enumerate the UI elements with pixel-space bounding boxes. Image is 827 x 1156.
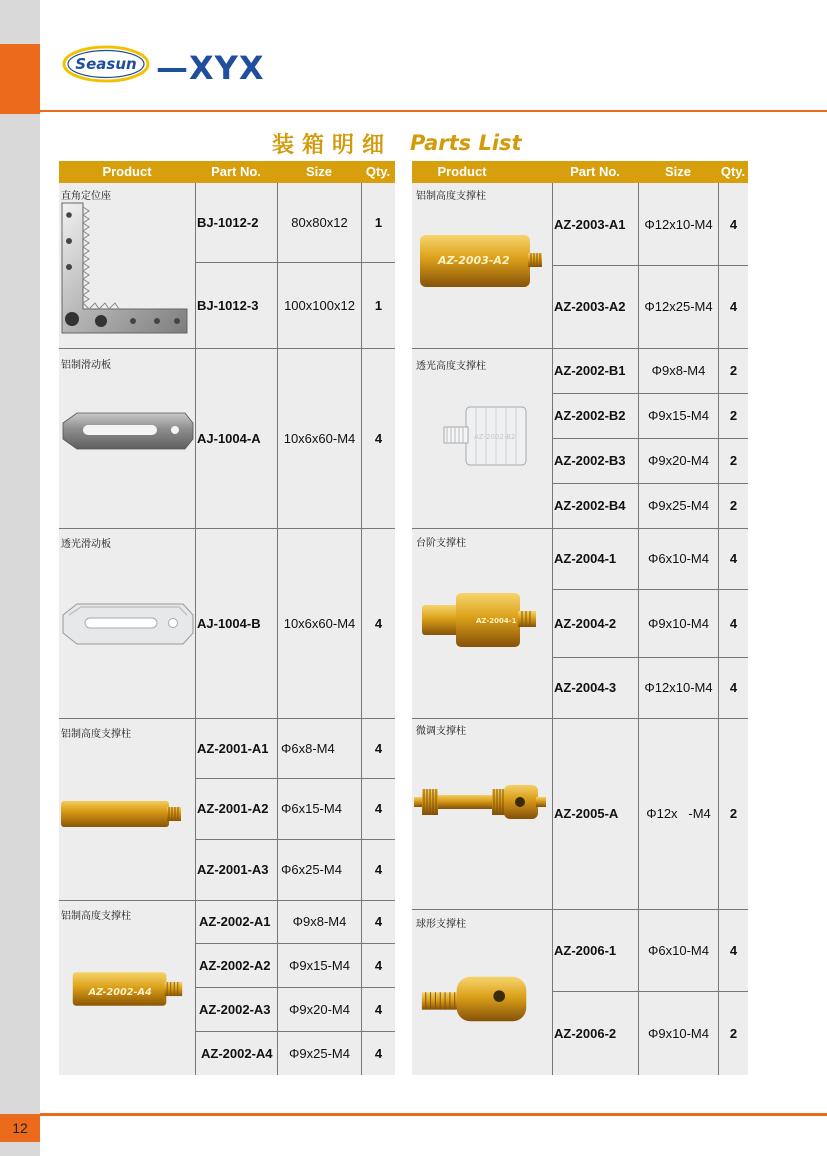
part-size: Φ6x25-M4: [281, 862, 342, 877]
part-qty: 4: [374, 740, 383, 756]
engraved-label: AZ-2004-1: [476, 617, 517, 625]
part-number: AZ-2002-B3: [554, 453, 626, 468]
part-qty: 4: [374, 1045, 383, 1061]
engraved-label: AZ-2002-B2: [474, 433, 516, 441]
part-number: AZ-2002-A3: [199, 1001, 271, 1017]
part-qty: 1: [374, 297, 383, 313]
left-margin-bar: [0, 0, 40, 1156]
col-part-no: Part No.: [570, 164, 620, 179]
part-size: Φ9x20-M4: [648, 453, 709, 468]
part-size: Φ9x8-M4: [651, 363, 706, 378]
product-name: 透光滑动板: [61, 539, 111, 550]
part-size: Φ9x25-M4: [648, 498, 709, 513]
part-qty: 4: [729, 680, 738, 695]
part-number: AZ-2002-B2: [554, 408, 626, 423]
transparent-support-column-image: [424, 401, 534, 471]
part-number: AZ-2001-A3: [197, 862, 269, 877]
part-number: AZ-2001-A2: [197, 801, 269, 816]
col-qty: Qty.: [365, 164, 391, 179]
part-qty: 4: [729, 615, 738, 631]
part-number: AZ-2002-A2: [199, 957, 271, 973]
column-divider: [195, 183, 196, 1075]
seasun-logo: [62, 44, 150, 84]
part-number: BJ-1012-2: [197, 215, 259, 230]
part-size: Φ9x8-M4: [292, 914, 347, 929]
aluminum-support-column-small-image: [59, 793, 195, 833]
part-qty: 4: [729, 942, 738, 958]
part-size: Φ12x10-M4: [644, 216, 713, 232]
part-qty: 4: [374, 914, 383, 929]
fine-adjust-support-column-image: [412, 781, 548, 825]
part-size: Φ9x10-M4: [648, 615, 709, 631]
title-chinese: 装箱明细: [272, 132, 393, 158]
header-accent-block: [0, 44, 40, 114]
right-angle-bracket-image: [59, 201, 195, 341]
parts-table-right: [412, 161, 748, 1075]
part-qty: 4: [374, 801, 383, 816]
part-number: AZ-2002-B4: [554, 498, 626, 513]
part-size: Φ6x8-M4: [281, 740, 335, 756]
part-qty: 4: [374, 430, 383, 446]
page-number: 12: [0, 1114, 40, 1142]
product-name: 铝制高度支撑柱: [61, 729, 131, 740]
part-number: AZ-2002-A4: [201, 1045, 273, 1061]
product-name: 直角定位座: [61, 191, 111, 202]
part-qty: 4: [374, 615, 383, 631]
part-qty: 2: [729, 408, 738, 423]
part-size: Φ6x10-M4: [648, 551, 709, 566]
part-qty: 4: [729, 216, 738, 232]
part-number: AZ-2005-A: [554, 806, 619, 821]
product-name: 铝制高度支撑柱: [416, 191, 486, 202]
part-number: AZ-2004-2: [554, 615, 617, 631]
transparent-sliding-plate-image: [59, 601, 195, 647]
part-number: AZ-2002-B1: [554, 363, 626, 378]
col-size: Size: [305, 164, 332, 179]
title-english: Parts List: [410, 131, 522, 155]
column-divider: [552, 183, 553, 1075]
header-rule: [40, 110, 827, 112]
part-number: AZ-2001-A1: [197, 740, 269, 756]
table-header: [412, 161, 748, 183]
product-name: 铝制滑动板: [61, 360, 111, 371]
product-name: 球形支撑柱: [416, 919, 466, 930]
part-number: AZ-2006-1: [554, 942, 617, 958]
aluminum-support-column-image: [71, 966, 191, 1012]
part-size: Φ9x15-M4: [648, 408, 709, 423]
part-size: Φ12x -M4: [646, 806, 711, 821]
part-qty: 2: [729, 498, 738, 513]
aluminum-sliding-plate-image: [59, 411, 195, 451]
product-name: 台阶支撑柱: [416, 538, 466, 549]
section-title: [272, 128, 522, 158]
col-size: Size: [664, 164, 691, 179]
product-name: 透光高度支撑柱: [416, 361, 486, 372]
part-size: Φ9x20-M4: [289, 1001, 350, 1017]
part-number: AZ-2004-1: [554, 551, 617, 566]
part-qty: 4: [729, 299, 738, 314]
logo-text: Seasun: [75, 55, 137, 73]
part-size: Φ9x25-M4: [289, 1045, 350, 1061]
engraved-label: AZ-2003-A2: [438, 254, 510, 267]
part-qty: 2: [729, 806, 738, 821]
part-size: 100x100x12: [284, 297, 355, 313]
part-size: Φ6x10-M4: [648, 942, 709, 958]
part-qty: 2: [729, 1025, 738, 1041]
part-size: Φ9x15-M4: [289, 957, 350, 973]
ball-support-column-image: [418, 971, 534, 1029]
part-number: AJ-1004-B: [197, 615, 261, 631]
part-number: AJ-1004-A: [197, 430, 261, 446]
part-number: BJ-1012-3: [197, 297, 259, 313]
part-size: Φ6x15-M4: [281, 801, 342, 816]
part-qty: 4: [374, 862, 383, 877]
part-number: AZ-2004-3: [554, 680, 617, 695]
part-number: AZ-2006-2: [554, 1025, 617, 1041]
part-qty: 4: [374, 957, 383, 973]
engraved-label: AZ-2002-A4: [88, 987, 152, 999]
table-header: [59, 161, 395, 183]
product-name: 铝制高度支撑柱: [61, 911, 131, 922]
col-part-no: Part No.: [211, 164, 261, 179]
col-qty: Qty.: [720, 164, 746, 179]
large-support-column-image: [418, 231, 548, 291]
footer-rule: [40, 1113, 827, 1116]
part-size: 10x6x60-M4: [283, 430, 356, 446]
col-product: Product: [102, 164, 152, 179]
part-number: AZ-2003-A1: [554, 216, 626, 232]
part-qty: 4: [729, 551, 738, 566]
part-size: Φ12x25-M4: [644, 299, 713, 314]
part-qty: 4: [374, 1001, 383, 1017]
part-qty: 1: [374, 215, 383, 230]
part-size: Φ12x10-M4: [644, 680, 713, 695]
part-size: Φ9x10-M4: [648, 1025, 709, 1041]
part-number: AZ-2003-A2: [554, 299, 626, 314]
part-qty: 2: [729, 363, 738, 378]
parts-table-left: [59, 161, 395, 1075]
stepped-support-column-image: [416, 591, 542, 651]
product-name: 微调支撑柱: [416, 726, 466, 737]
part-size: 80x80x12: [291, 215, 348, 230]
brand-title: —XYX: [156, 49, 265, 87]
part-qty: 2: [729, 453, 738, 468]
col-product: Product: [437, 164, 487, 179]
part-size: 10x6x60-M4: [283, 615, 356, 631]
part-number: AZ-2002-A1: [199, 914, 271, 929]
